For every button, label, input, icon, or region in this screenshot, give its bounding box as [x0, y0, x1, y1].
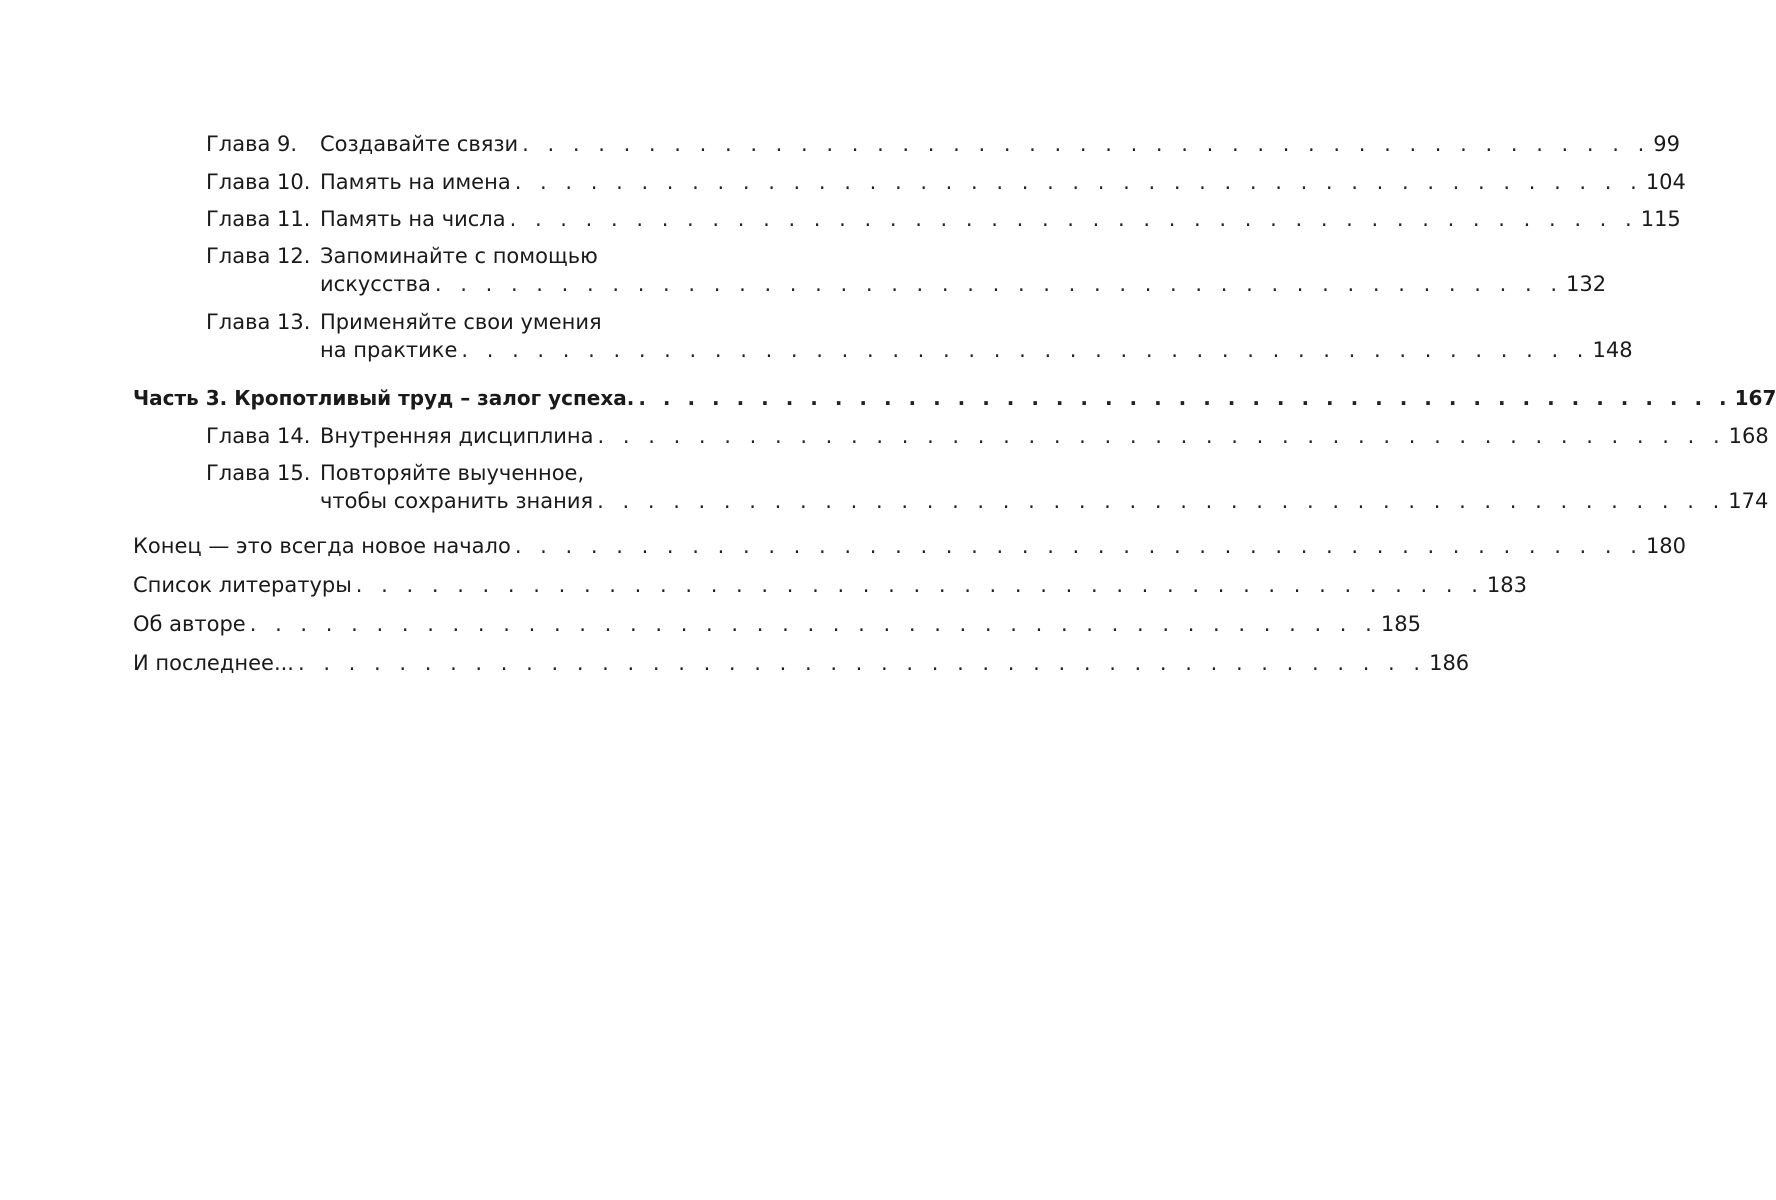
dot-leader: . . . . . . . . . . . . . . . . . . . . . . . . . . . . . . . . . . . . . . . . . . . . .: [461, 338, 1590, 362]
chapter-title: Память на имена: [320, 170, 511, 194]
chapter-title-line-1: Запоминайте с помощью: [320, 244, 598, 268]
page-number: 148: [1592, 338, 1633, 362]
chapter-title: Внутренняя дисциплина: [320, 424, 594, 448]
page-number: 180: [1645, 534, 1687, 558]
entry-title: Конец — это всегда новое начало: [133, 534, 511, 558]
chapter-number: Глава 15.: [206, 461, 311, 485]
dot-leader: . . . . . . . . . . . . . . . . . . . . . . . . . . . . . . . . . . . . . . . . . . . . .: [297, 651, 1427, 675]
toc-entry-about-author[interactable]: [133, 610, 1421, 638]
toc-entry-chapter-14[interactable]: [206, 422, 1769, 450]
page-number: 183: [1486, 573, 1527, 597]
toc-entry-chapter-10[interactable]: [206, 168, 1686, 196]
page-number: 168: [1728, 424, 1769, 448]
chapter-number: Глава 9.: [206, 132, 298, 156]
page-number: 186: [1429, 651, 1470, 675]
chapter-title-line-1: Повторяйте выученное,: [320, 461, 585, 485]
chapter-number: Глава 14.: [206, 424, 311, 448]
toc-entry-bibliography[interactable]: [133, 571, 1527, 599]
dot-leader: . . . . . . . . . . . . . . . . . . . . . . . . . . . . . . . . . . . . . . . . . . . . .: [434, 272, 1563, 296]
page-number: 185: [1380, 612, 1421, 636]
chapter-number: Глава 13.: [206, 310, 311, 334]
toc-entry-part-3[interactable]: [133, 384, 1776, 412]
chapter-title-line-1: Применяйте свои умения: [320, 310, 602, 334]
toc-entry-chapter-9[interactable]: [206, 130, 1681, 158]
entry-title: Об авторе: [133, 612, 246, 636]
entry-title: Список литературы: [133, 573, 352, 597]
dot-leader: . . . . . . . . . . . . . . . . . . . . . . . . . . . . . . . . . . . . . . . . . . . . .: [597, 424, 1726, 448]
page-number: 132: [1566, 272, 1607, 296]
dot-leader: . . . . . . . . . . . . . . . . . . . . . . . . . . . . . . . . . . . . . . . . . . . . .: [355, 573, 1484, 597]
dot-leader: . . . . . . . . . . . . . . . . . . . . . . . . . . . . . . . . . . . . . . . . . . . . .: [638, 386, 1732, 410]
page-number: 104: [1645, 170, 1686, 194]
dot-leader: . . . . . . . . . . . . . . . . . . . . . . . . . . . . . . . . . . . . . . . . . . . . .: [514, 170, 1643, 194]
toc-entry-chapter-13[interactable]: [206, 308, 1633, 364]
page-number: 174: [1728, 489, 1769, 513]
entry-title: И последнее...: [133, 651, 294, 675]
chapter-title-line-2: на практике: [320, 338, 458, 362]
toc-entry-chapter-11[interactable]: [206, 205, 1681, 233]
toc-entry-chapter-12[interactable]: [206, 242, 1607, 298]
chapter-title: Память на числа: [320, 207, 506, 231]
chapter-number: Глава 10.: [206, 170, 311, 194]
page-number: 167: [1734, 386, 1776, 410]
dot-leader: . . . . . . . . . . . . . . . . . . . . . . . . . . . . . . . . . . . . . . . . . . . . .: [509, 207, 1638, 231]
page-number: 99: [1653, 132, 1681, 156]
chapter-number: Глава 11.: [206, 207, 311, 231]
part-title: Часть 3. Кропотливый труд – залог успеха.: [133, 386, 635, 410]
chapter-title: Создавайте связи: [320, 132, 519, 156]
toc-entry-final[interactable]: [133, 649, 1470, 677]
dot-leader: . . . . . . . . . . . . . . . . . . . . . . . . . . . . . . . . . . . . . . . . . . . . .: [249, 612, 1378, 636]
chapter-number: Глава 12.: [206, 244, 311, 268]
page-number: 115: [1640, 207, 1681, 231]
toc-entry-chapter-15[interactable]: [206, 459, 1769, 515]
chapter-title-line-2: искусства: [320, 272, 431, 296]
dot-leader: . . . . . . . . . . . . . . . . . . . . . . . . . . . . . . . . . . . . . . . . . . . . .: [597, 489, 1726, 513]
toc-entry-ending[interactable]: [133, 532, 1687, 560]
chapter-title-line-2: чтобы сохранить знания: [320, 489, 594, 513]
dot-leader: . . . . . . . . . . . . . . . . . . . . . . . . . . . . . . . . . . . . . . . . . . . . .: [514, 534, 1643, 558]
dot-leader: . . . . . . . . . . . . . . . . . . . . . . . . . . . . . . . . . . . . . . . . . . . . .: [522, 132, 1651, 156]
